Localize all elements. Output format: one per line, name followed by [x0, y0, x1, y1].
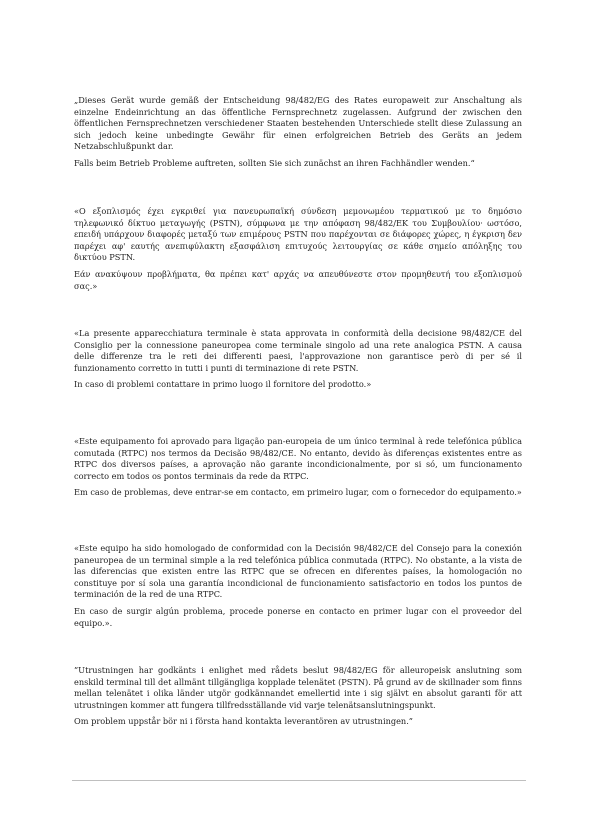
declaration-spanish — [74, 543, 522, 629]
declaration-paragraph: Εάν ανακύψουν προβλήματα, θα πρέπει κατ' αρχάς να απευθύνεστε στον προμηθευτή του εξοπλισμού σας.» — [74, 268, 522, 291]
declaration-paragraph: «Este equipamento foi aprovado para ligação pan-europeia de um único terminal à rede telefónica pública comutada (RTPC) nos termos da Decisão 98/482/CE. No entanto, devido às diferenças existentes entre as RTPC dos diversos países, a aprovação não garante incondicionalmente, por si só, um funcionamento correcto em todos os pontos terminais da rede da RTPC. — [74, 436, 522, 481]
declaration-paragraph: Om problem uppstår bör ni i första hand kontakta leverantören av utrustningen.” — [74, 716, 413, 727]
declaration-italian — [74, 328, 522, 391]
declaration-portuguese — [74, 436, 522, 499]
declaration-paragraph: ”Utrustningen har godkänts i enlighet med rådets beslut 98/482/EG för alleuropeisk anslutning som enskild terminal till det allmänt tillgängliga kopplade telenätet (PSTN). På grund av de skillnader som finns mellan telenätet i olika länder utgör godkännandet emellertid inte i sig självt en absolut garanti för att utrustningen kommer att fungera tillfredsställande vid varje telenätsanslutningspunkt. — [74, 665, 522, 710]
declaration-german — [74, 95, 522, 170]
declaration-swedish — [74, 665, 522, 728]
bottom-divider — [72, 780, 526, 781]
declaration-paragraph: «Este equipo ha sido homologado de conformidad con la Decisión 98/482/CE del Consejo para la conexión paneuropea de un terminal simple a la red telefónica pública conmutada (RTPC). No obstante, a la vista de las diferencias que existen entre las RTPC que se ofrecen en diferentes países, la homologación no constituye por sí sola una garantía incondicional de funcionamiento satisfactorio en todos los puntos de terminación de la red de una RTPC. — [74, 543, 522, 600]
declaration-paragraph: Em caso de problemas, deve entrar-se em contacto, em primeiro lugar, com o fornecedor do equipamento.» — [74, 487, 522, 498]
declaration-greek — [74, 206, 522, 292]
declaration-paragraph: «La presente apparecchiatura terminale è stata approvata in conformità della decisione 98/482/CE del Consiglio per la connessione paneuropea come terminale singolo ad una rete analogica PSTN. A causa delle differenze tra le reti dei differenti paesi, l'approvazione non garantisce però di per sé il funzionamento corretto in tutti i punti di terminazione di rete PSTN. — [74, 328, 522, 373]
declaration-paragraph: Falls beim Betrieb Probleme auftreten, sollten Sie sich zunächst an ihren Fachhändler wenden.“ — [74, 157, 475, 168]
declaration-paragraph: En caso de surgir algún problema, procede ponerse en contacto en primer lugar con el proveedor del equipo.». — [74, 605, 522, 628]
declaration-paragraph: «Ο εξοπλισμός έχει εγκριθεί για πανευρωπαϊκή σύνδεση μεμονωμέου τερματικού με το δημόσιο τηλεφωνικό δίκτυο μεταγωγής (PSTN), σύμφωνα με την απόφαση 98/482/ΕΚ του Συμβουλίου· ωστόσο, επειδή υπάρχουν διαφορές μεταξύ των επιμέρους PSTN που παρέχονται σε διάφορες χώρες, η έγκριση δεν παρέχει αφ' εαυτής ανεπιφύλακτη εξασφάλιση επιτυχούς λειτουργίας σε κάθε σημείο απόληξης του δικτύου PSTN. — [74, 206, 522, 263]
declaration-paragraph: „Dieses Gerät wurde gemäß der Entscheidung 98/482/EG des Rates europaweit zur Anschaltung als einzelne Endeinrichtung an das öffentliche Fernsprechnetz zugelassen. Aufgrund der zwischen den öffentlichen Fernsprechnetzen verschiedener Staaten bestehenden Unterschiede stellt diese Zulassung an sich jedoch keine unbedingte Gewähr für einen erfolgreichen Betrieb des Geräts an jedem Netzabschlußpunkt dar. — [74, 95, 522, 152]
declaration-paragraph: In caso di problemi contattare in primo luogo il fornitore del prodotto.» — [74, 379, 372, 390]
